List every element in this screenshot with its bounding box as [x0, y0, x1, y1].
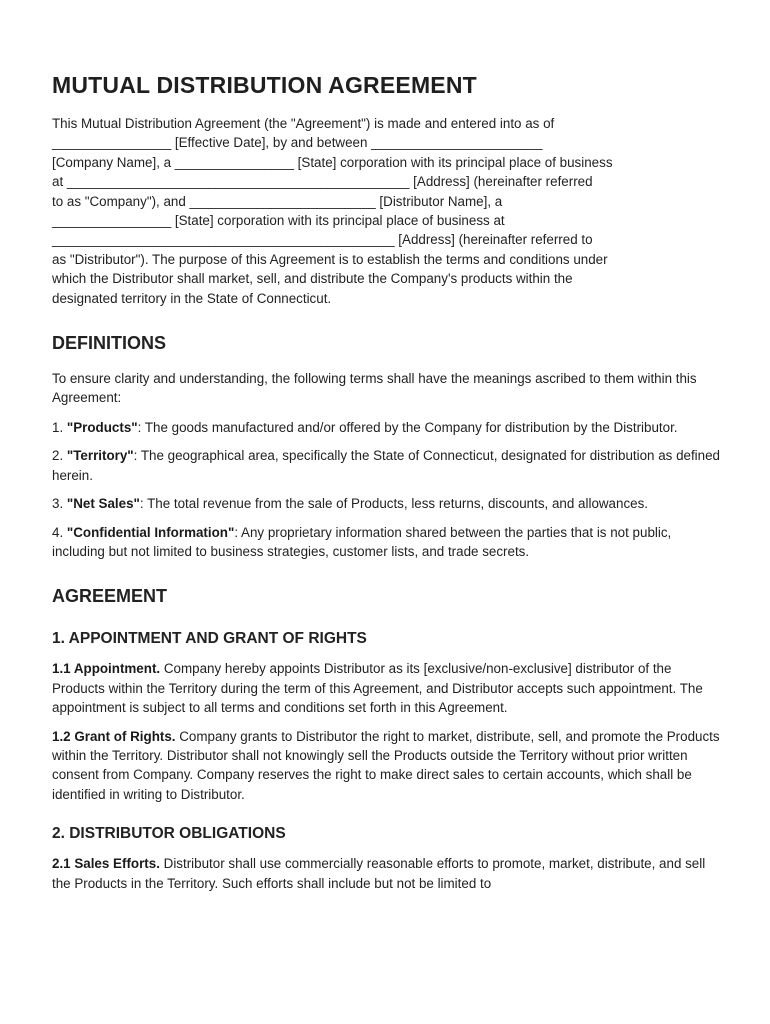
definition-text: : The total revenue from the sale of Products, less returns, discounts, and allowances. [139, 496, 649, 512]
clause-label: 1.1 Appointment. [52, 661, 161, 677]
definition-text: : Any proprietary information shared between the parties that is not public, including but not limited to business strategies, customer lists, and trade secrets. [52, 524, 672, 559]
definition-number: 2. [52, 448, 67, 464]
definitions-heading: DEFINITIONS [52, 333, 167, 354]
definition-term: "Products" [66, 419, 138, 435]
clause-text: Distributor shall use commercially reasonable efforts to promote, market, distribute, and sell the Products in the Territory. Such efforts shall include but not be limited to [52, 856, 706, 891]
definition-term: "Net Sales" [66, 496, 140, 512]
definition-number: 3. [52, 496, 67, 512]
definition-item-confidential-information [52, 523, 720, 562]
distributor-obligations-heading: 2. DISTRIBUTOR OBLIGATIONS [52, 825, 286, 843]
definition-term: "Confidential Information" [66, 524, 235, 540]
clause-1-1-appointment [52, 659, 720, 717]
definition-text: : The goods manufactured and/or offered by the Company for distribution by the Distributor. [137, 419, 678, 435]
clause-2-1-sales-efforts [52, 854, 720, 893]
clause-label: 2.1 Sales Efforts. [52, 856, 160, 872]
definition-number: 4. [52, 524, 67, 540]
definition-term: "Territory" [66, 448, 134, 464]
definition-item-territory [52, 446, 720, 485]
clause-label: 1.2 Grant of Rights. [52, 728, 176, 744]
clause-text: Company grants to Distributor the right to market, distribute, sell, and promote the Products within the Territory. Distributor shall not knowingly sell the Products outside the Territory without prior written consent from Company. Company reserves the right to make direct sales to certain accounts, which shall be identified in writing to Distributor. [52, 728, 720, 802]
definitions-intro: To ensure clarity and understanding, the following terms shall have the meanings ascribed to them within this Agreement: [52, 371, 697, 406]
definition-item-products [52, 418, 720, 437]
document-page [52, 70, 720, 893]
document-title: MUTUAL DISTRIBUTION AGREEMENT [52, 72, 477, 98]
definition-text: : The geographical area, specifically the State of Connecticut, designated for distribution as defined herein. [52, 448, 720, 483]
definition-item-net-sales [52, 494, 720, 513]
clause-text: Company hereby appoints Distributor as its [exclusive/non-exclusive] distributor of the Products within the Territory during the term of this Agreement, and Distributor accepts such appointment. The appointment is subject to all terms and conditions set forth in this Agreement. [52, 661, 703, 716]
definition-number: 1. [52, 419, 67, 435]
clause-1-2-grant-of-rights [52, 727, 720, 805]
appointment-section-heading: 1. APPOINTMENT AND GRANT OF RIGHTS [52, 630, 367, 648]
intro-paragraph: This Mutual Distribution Agreement (the "Agreement") is made and entered into as of ________________ [Effective Date], by and between _______________________ [Company Name], a ________________ [State] corporation with its principal place of business at ______________________________________________ [Address] (hereinafter referred to as "Company"), and _________________________ [Distributor Name], a ________________ [State] corporation with its principal place of business at ______________________________________________ [Address] (hereinafter referred to as "Distributor"). The purpose of this Agreement is to establish the terms and conditions under which the Distributor shall market, sell, and distribute the Company's products within the designated territory in the State of Connecticut. [52, 116, 613, 306]
agreement-heading: AGREEMENT [52, 586, 168, 607]
